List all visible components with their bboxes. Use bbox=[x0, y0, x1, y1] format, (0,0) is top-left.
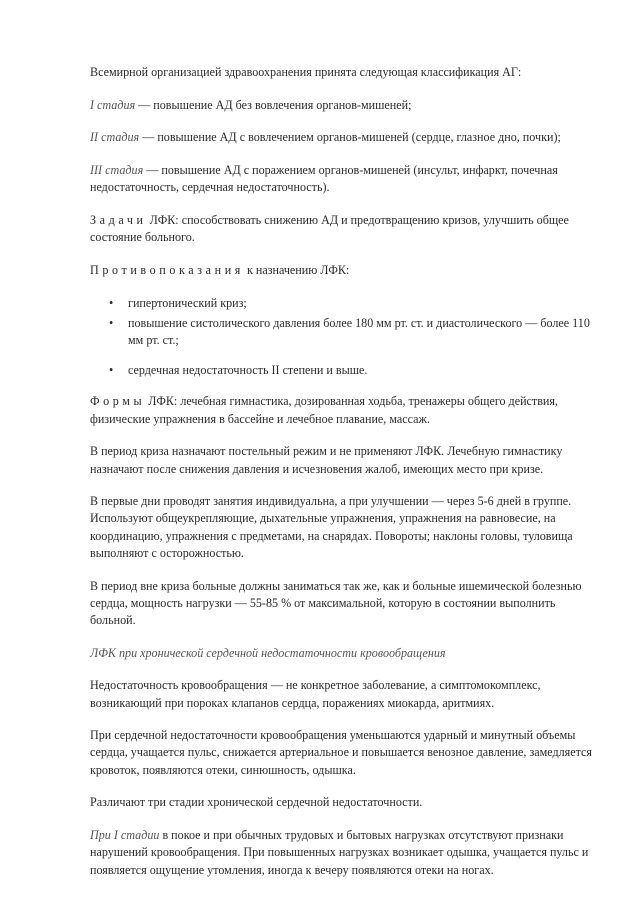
paragraph-stage-1 bbox=[90, 97, 600, 114]
paragraph-crisis: В период криза назначают постельный режим и не применяют ЛФК. Лечебную гимнастику назначают после снижения давления и исчезновения жалоб, имеющих место при кризе. bbox=[90, 444, 563, 476]
bullet-icon: • bbox=[109, 315, 114, 330]
paragraph-three-stages: Различают три стадии хронической сердечной недостаточности. bbox=[90, 795, 423, 810]
stage-3-text: — повышение АД с поражением органов-мишеней (инсульт, инфаркт, почечная недостаточность, сердечная недостаточность). bbox=[90, 163, 558, 195]
paragraph-insufficiency-definition: Недостаточность кровообращения — не конкретное заболевание, а симптомокомплекс, возникающий при пороках клапанов сердца, поражениях миокарда, аритмиях. bbox=[90, 678, 541, 710]
list-item-text: гипертонический криз; bbox=[128, 295, 247, 310]
paragraph-stage-2 bbox=[90, 129, 600, 146]
list-item bbox=[90, 315, 600, 349]
forms-label: Формы bbox=[90, 394, 146, 409]
stage-2-label: II стадия bbox=[90, 130, 140, 145]
paragraph-stage-3 bbox=[90, 162, 600, 196]
paragraph-first-days: В первые дни проводят занятия индивидуальна, а при улучшении — через 5-6 дней в группе. Используют общеукрепляющие, дыхательные упражнения, упражнения на равновесие, на координацию, упражнения с предметами, на снарядах. Повороты; наклоны головы, туловища выполняют с осторожностью. bbox=[90, 494, 573, 560]
list-item bbox=[90, 295, 600, 312]
paragraph-intro: Всемирной организацией здравоохранения принята следующая классификация АГ: bbox=[90, 65, 522, 79]
list-item bbox=[90, 362, 600, 379]
list-item-text: повышение систолического давления более 180 мм рт. ст. и диастолического — более 110 мм рт. ст.; bbox=[128, 315, 590, 348]
forms-text: ЛФК: лечебная гимнастика, дозированная ходьба, тренажеры общего действия, физические упражнения в бассейне и лечебное плавание, массаж. bbox=[90, 394, 558, 426]
tasks-text: ЛФК: способствовать снижению АД и предотвращению кризов, улучшить общее состояние больного. bbox=[90, 213, 569, 245]
document-page bbox=[90, 64, 600, 894]
stage-2-text: — повышение АД с вовлечением органов-мишеней (сердце, глазное дно, почки); bbox=[139, 130, 561, 145]
stage-first-text: в покое и при обычных трудовых и бытовых нагрузках отсутствуют признаки нарушений кровообращения. При повышенных нагрузках возникает одышка, учащается пульс и появляется ощущение утомления, иногда к вечеру появляются отеки на ногах. bbox=[90, 828, 589, 877]
stage-1-label: I стадия bbox=[90, 97, 136, 112]
contraindications-text: к назначению ЛФК: bbox=[243, 262, 350, 277]
bullet-icon: • bbox=[109, 295, 114, 310]
paragraph-forms bbox=[90, 393, 600, 427]
paragraph-tasks bbox=[90, 212, 600, 246]
paragraph-insufficiency-signs: При сердечной недостаточности кровообращения уменьшаются ударный и минутный объемы сердца, учащается пульс, снижается артериальное и повышается венозное давление, замедляется кровоток, появляются отеки, синюшность, одышка. bbox=[90, 728, 592, 777]
paragraph-outside-crisis: В период вне криза больные должны заниматься так же, как и больные ишемической болезнью сердца, мощность нагрузки — 55-85 % от максимальной, которую в состоянии выполнить больной. bbox=[90, 578, 582, 627]
list-item-text: сердечная недостаточность II степени и выше. bbox=[128, 363, 368, 378]
tasks-label: Задачи bbox=[90, 213, 147, 228]
stage-1-text: — повышение АД без вовлечения органов-мишеней; bbox=[135, 97, 412, 112]
section-heading-chronic: ЛФК при хронической сердечной недостаточности кровообращения bbox=[90, 645, 446, 660]
paragraph-contraindications bbox=[90, 262, 600, 279]
stage-first-label: При I стадии bbox=[90, 828, 160, 843]
stage-3-label: III стадия bbox=[90, 163, 144, 178]
paragraph-stage-first bbox=[90, 827, 600, 879]
contraindications-list bbox=[90, 295, 600, 380]
bullet-icon: • bbox=[109, 363, 114, 378]
contraindications-label: Противопоказания bbox=[90, 262, 244, 277]
